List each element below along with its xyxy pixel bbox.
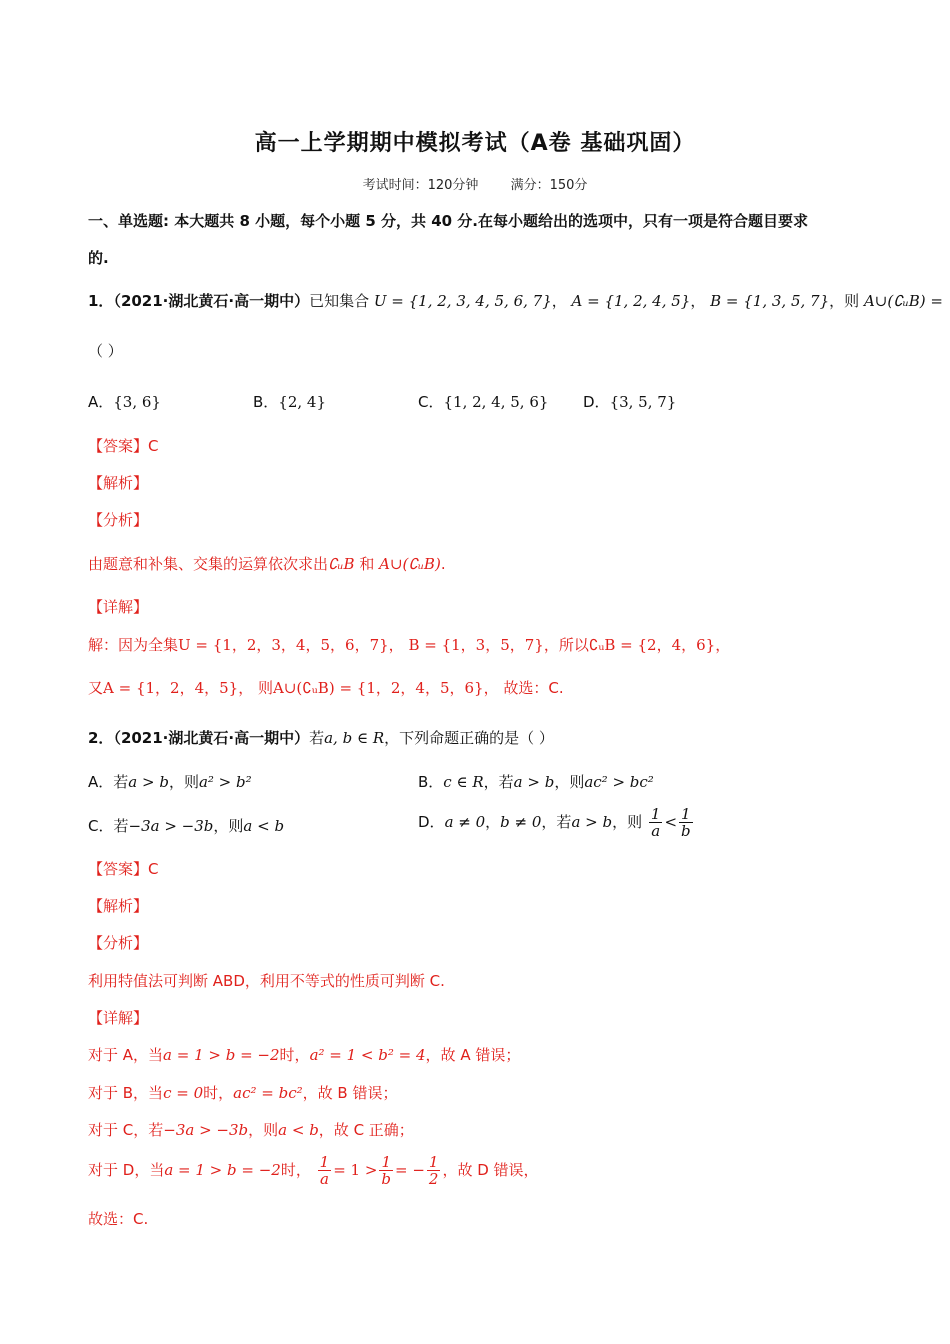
- fraction: [649, 806, 663, 839]
- detail-text: ，则: [248, 1121, 279, 1139]
- q2-final: 故选：C.: [88, 1210, 149, 1228]
- detail-math: A∪(∁ᵤB) = {1，2，4，5，6}，: [273, 679, 499, 697]
- option-value: {3, 6}: [113, 393, 161, 411]
- option-math: <: [664, 813, 678, 831]
- q1-set-u: U = {1, 2, 3, 4, 5, 6, 7}: [373, 292, 552, 310]
- detail-math: −3a > −3b: [163, 1121, 249, 1139]
- detail-math: B = {1，3，5，7}，: [408, 636, 559, 654]
- question-2-stem: [88, 727, 554, 749]
- option-text: ，则: [554, 773, 585, 791]
- exam-score: 满分：150分: [510, 178, 588, 193]
- option-math: a > b: [513, 773, 555, 791]
- q1-jiexi-tag: 【解析】: [88, 474, 149, 492]
- option-math: c ∈ R: [443, 773, 484, 791]
- fraction-denominator: b: [381, 1170, 392, 1188]
- detail-text: 则: [258, 679, 274, 697]
- fenxi-math-1: ∁ᵤB: [328, 555, 355, 573]
- option-math: a ≠ 0: [444, 813, 486, 831]
- option-text: ，: [485, 813, 501, 831]
- detail-text: 故选：C.: [503, 679, 564, 697]
- fraction: [318, 1154, 332, 1187]
- detail-text: 时，: [280, 1161, 311, 1179]
- fraction-numerator: 1: [428, 1153, 439, 1171]
- answer-value: C: [148, 860, 159, 878]
- q2-option-a: [88, 771, 252, 793]
- section-heading: 一、单选题: 本大题共 8 小题，每个小题 5 分，共 40 分.在每小题给出的选项中，只有一项是符合题目要求: [88, 212, 809, 230]
- detail-math: A = {1，2，4，5}，: [103, 679, 254, 697]
- q2-option-c: [88, 815, 284, 837]
- option-label: D．: [583, 393, 610, 411]
- q1-detail-line-2: [88, 677, 564, 699]
- detail-text: 对于 A，当: [88, 1046, 164, 1064]
- fraction: [379, 1154, 393, 1187]
- fraction-denominator: 2: [428, 1170, 439, 1188]
- option-text: 若: [113, 773, 129, 791]
- detail-math: = −: [395, 1161, 425, 1179]
- answer-value: C: [148, 437, 159, 455]
- option-value: {1, 2, 4, 5, 6}: [443, 393, 549, 411]
- fenxi-and: 和: [359, 555, 375, 573]
- option-label: D．: [418, 813, 445, 831]
- q2-xiangjie-tag: 【详解】: [88, 1009, 149, 1027]
- option-value: {3, 5, 7}: [609, 393, 677, 411]
- option-math: a > b: [571, 813, 613, 831]
- detail-text: ，故 C 正确；: [318, 1121, 414, 1139]
- option-text: ，若: [483, 773, 514, 791]
- option-label: A．: [88, 773, 114, 791]
- fenxi-text: 由题意和补集、交集的运算依次求出: [88, 555, 329, 573]
- option-label: B．: [418, 773, 444, 791]
- detail-math: ac² = bc²: [233, 1084, 303, 1102]
- fenxi-end: .: [440, 555, 446, 573]
- detail-text: 对于 D，当: [88, 1161, 165, 1179]
- fraction-numerator: 1: [379, 1154, 393, 1171]
- q1-option-b: [253, 391, 326, 413]
- question-1-stem: 1．（2021·湖北黄石·高一期中）已知集合 U = {1, 2, 3, 4, 5, 6, 7}， A = {1, 2, 4, 5}， B = {1, 3, 5, 7}，则 A∪(∁ᵤB) =: [88, 292, 943, 310]
- fraction: [679, 806, 693, 839]
- detail-text: ，故 B 错误；: [302, 1084, 398, 1102]
- q2-stem-text: 若: [309, 729, 325, 747]
- q1-option-d: [583, 391, 676, 413]
- page-title: 高一上学期期中模拟考试（A卷 基础巩固）: [254, 131, 696, 156]
- option-math: −3a > −3b: [128, 817, 214, 835]
- option-label: C．: [418, 393, 444, 411]
- detail-text: 又: [88, 679, 104, 697]
- option-math: b ≠ 0: [500, 813, 542, 831]
- option-math: a² > b²: [198, 773, 252, 791]
- q2-number: 2．: [88, 729, 114, 747]
- fraction-numerator: 1: [319, 1153, 330, 1171]
- q2-fenxi-text: 利用特值法可判断 ABD，利用不等式的性质可判断 C.: [88, 972, 445, 990]
- option-label: A．: [88, 393, 114, 411]
- detail-math: a < b: [278, 1121, 319, 1139]
- q2-stem-text-2: ，下列命题正确的是（ ）: [384, 729, 554, 747]
- detail-math: U = {1，2，3，4，5，6，7}，: [178, 636, 404, 654]
- q1-number: 1．: [88, 292, 114, 310]
- option-text: ，若: [541, 813, 572, 831]
- q1-blank: （ ）: [88, 342, 123, 360]
- fraction: [427, 1154, 441, 1187]
- fenxi-math-2: A∪(∁ᵤB): [379, 555, 441, 573]
- q2-detail-b: [88, 1082, 397, 1104]
- exam-time: 考试时间：120分钟: [362, 178, 479, 193]
- detail-text: 所以: [558, 636, 589, 654]
- q1-fenxi-tag: 【分析】: [88, 511, 149, 529]
- option-math: a > b: [128, 773, 169, 791]
- q1-source: （2021·湖北黄石·高一期中）: [113, 292, 310, 310]
- q2-stem-math: a, b ∈ R: [324, 729, 385, 747]
- option-label: C．: [88, 817, 114, 835]
- detail-text: 对于 C，若: [88, 1121, 164, 1139]
- option-value: {2, 4}: [278, 393, 327, 411]
- option-text: ，则: [612, 813, 643, 831]
- q1-ask: A∪(∁ᵤB) =: [863, 292, 943, 310]
- q1-answer: [88, 435, 159, 457]
- answer-tag: 【答案】: [88, 437, 149, 455]
- detail-text: ，故 D 错误，: [442, 1161, 539, 1179]
- q2-detail-a: [88, 1044, 520, 1066]
- detail-text: 时，: [203, 1084, 234, 1102]
- option-label: B．: [253, 393, 279, 411]
- option-text: ，则: [213, 817, 244, 835]
- answer-tag: 【答案】: [88, 860, 149, 878]
- option-text: ，则: [168, 773, 199, 791]
- q1-option-c: [418, 391, 548, 413]
- fraction-denominator: a: [319, 1170, 329, 1188]
- detail-math: a² = 1 < b² = 4: [309, 1046, 426, 1064]
- q2-detail-d: [88, 1154, 539, 1187]
- detail-text: 解：因为全集: [88, 636, 179, 654]
- q1-fenxi-text: [88, 553, 446, 575]
- q1-detail-line-1: [88, 634, 730, 656]
- q1-set-a: A = {1, 2, 4, 5}: [571, 292, 691, 310]
- detail-math: = 1 >: [333, 1161, 378, 1179]
- fraction-numerator: 1: [679, 806, 693, 823]
- detail-math: a = 1 > b = −2: [163, 1046, 280, 1064]
- detail-math: a = 1 > b = −2: [164, 1161, 281, 1179]
- fraction-denominator: b: [681, 822, 691, 840]
- option-text: 若: [113, 817, 129, 835]
- q1-xiangjie-tag: 【详解】: [88, 598, 149, 616]
- option-math: ac² > bc²: [584, 773, 654, 791]
- option-math: a < b: [243, 817, 285, 835]
- q1-ask-prefix: 则: [844, 292, 860, 310]
- detail-text: ，故 A 错误；: [425, 1046, 521, 1064]
- section-heading-cont: 的.: [88, 249, 109, 267]
- detail-text: 时，: [279, 1046, 310, 1064]
- exam-info: [0, 174, 950, 193]
- q2-fenxi-tag: 【分析】: [88, 934, 149, 952]
- q2-option-d: [418, 806, 695, 839]
- q2-answer: [88, 858, 159, 880]
- q2-jiexi-tag: 【解析】: [88, 897, 149, 915]
- q1-set-b: B = {1, 3, 5, 7}: [710, 292, 830, 310]
- detail-math: ∁ᵤB = {2，4，6}，: [588, 636, 731, 654]
- q1-option-a: [88, 391, 161, 413]
- q2-option-b: [418, 771, 654, 793]
- fraction-numerator: 1: [650, 805, 661, 823]
- q1-stem-text: 已知集合: [309, 292, 370, 310]
- detail-math: c = 0: [163, 1084, 204, 1102]
- q2-source: （2021·湖北黄石·高一期中）: [113, 729, 310, 747]
- fraction-denominator: a: [651, 822, 661, 840]
- q2-detail-c: [88, 1119, 414, 1141]
- detail-text: 对于 B，当: [88, 1084, 164, 1102]
